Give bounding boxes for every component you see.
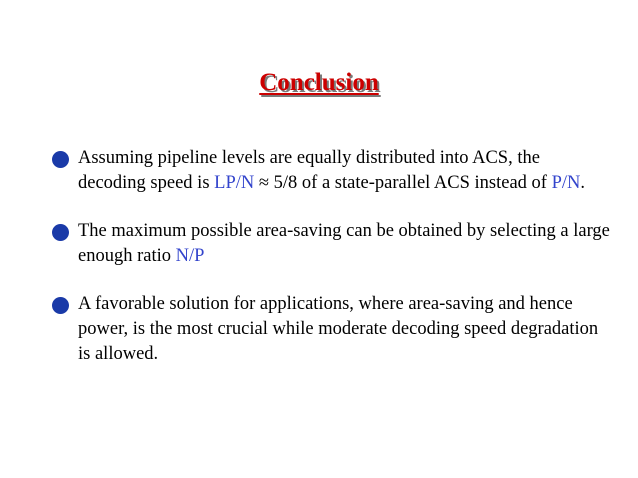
- bullet-3-text: A favorable solution for applications, where area-saving and hence power, is the most crucial while moderate decoding speed degradation is allowed.: [78, 294, 599, 364]
- bullet-dot-icon: [52, 297, 69, 314]
- bullet-1-text-b: ≈ 5/8 of a state-parallel ACS instead of: [254, 173, 552, 193]
- bullet-2-text-a: The maximum possible area-saving can be obtained by selecting a large enough ratio: [78, 221, 610, 266]
- bullet-1-highlight-pn: P/N: [551, 173, 581, 193]
- bullet-item-2: [50, 219, 610, 269]
- bullet-1-highlight-lpn: LP/N: [214, 173, 255, 193]
- bullet-list: [50, 146, 610, 390]
- bullet-1-text-c: .: [580, 173, 586, 193]
- slide-title: Conclusion: [259, 69, 379, 96]
- bullet-dot-icon: [52, 151, 69, 168]
- bullet-1-text-a: Assuming pipeline levels are equally distributed into ACS, the decoding speed is: [78, 148, 540, 193]
- bullet-item-3: [50, 292, 610, 367]
- bullet-item-1: [50, 146, 610, 196]
- bullet-2-highlight-np: N/P: [175, 246, 205, 266]
- bullet-dot-icon: [52, 224, 69, 241]
